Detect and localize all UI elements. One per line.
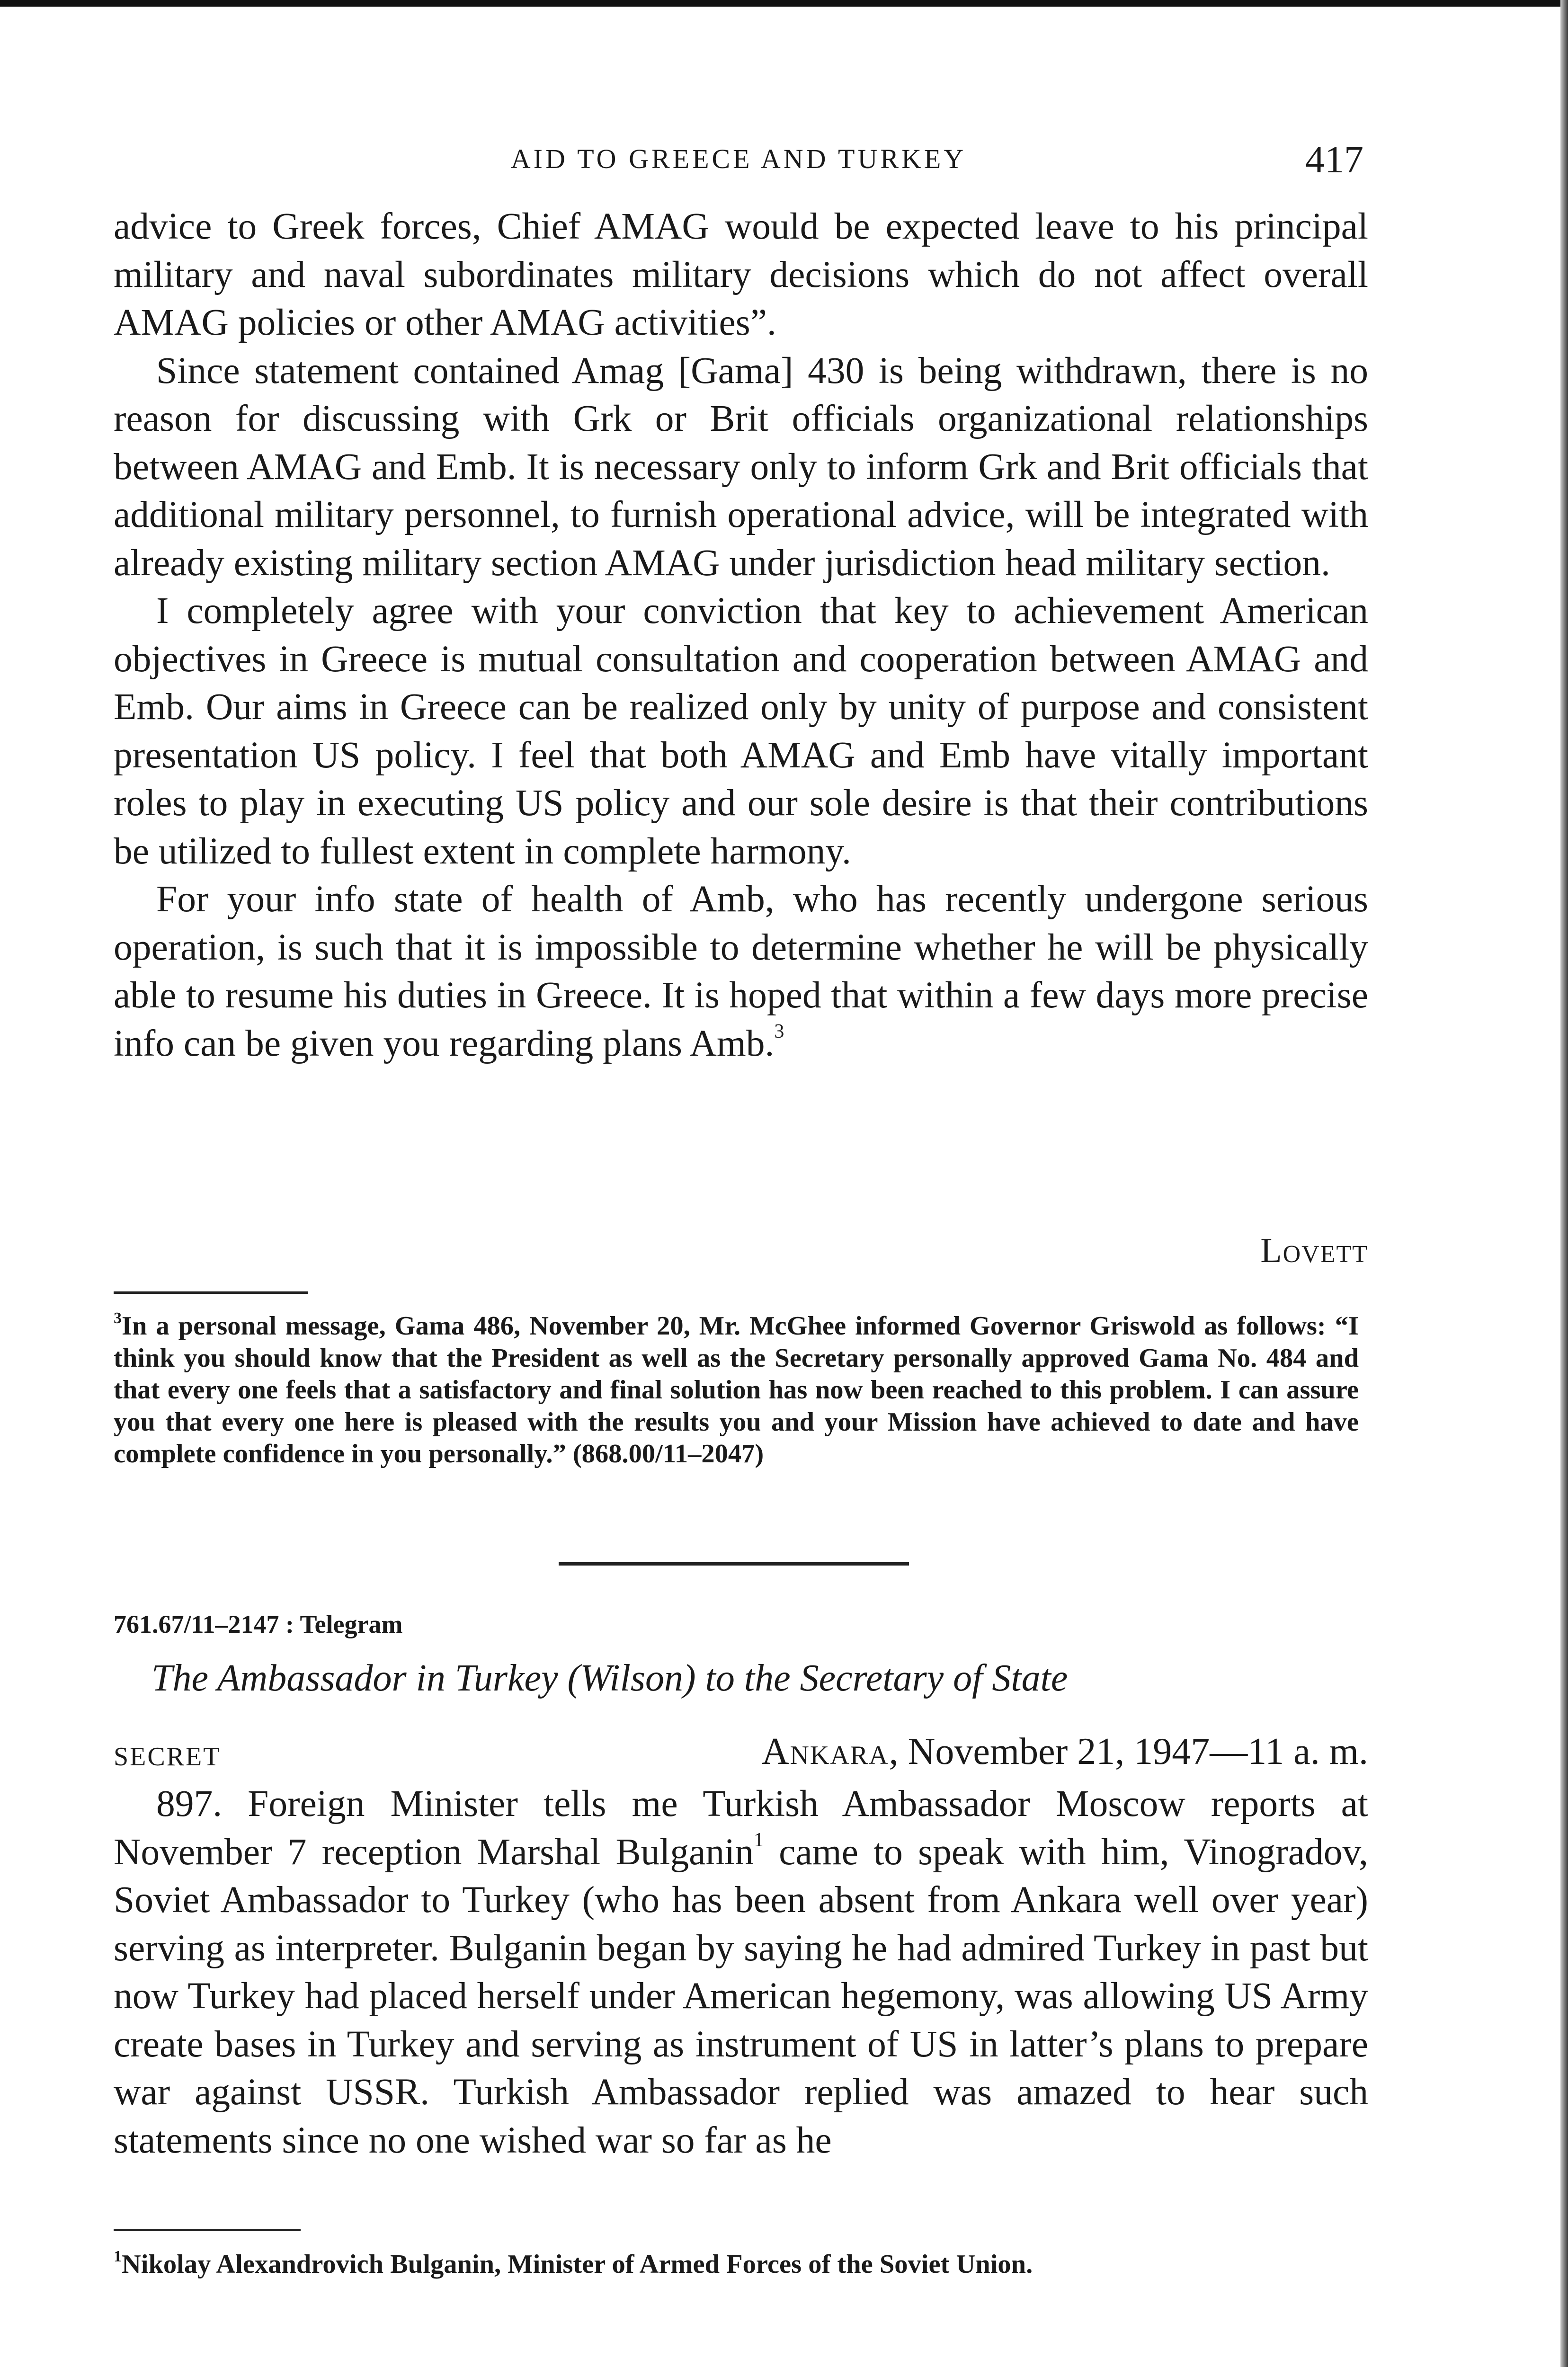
footnote [114,2249,1359,2281]
paragraph: I completely agree with your conviction that key to achievement American objectives in Greece is mutual consultation and cooperation between AMAG and Emb. Our aims in Greece can be realized only by unity of purpose and consistent presentation US policy. I feel that both AMAG and Emb have vitally important roles to play in executing US policy and our sole desire is that their contributions be utilized to fullest extent in complete harmony. [114,590,1368,872]
document-title [151,1657,1363,1700]
paragraph [114,1780,1368,2164]
signature: Lovett [1260,1231,1368,1270]
place-date [762,1730,1368,1773]
footnote [114,1310,1359,1470]
paragraph: advice to Greek forces, Chief AMAG would be expected leave to his principal military and naval subordinates military decisions which do not affect overall AMAG policies or other AMAG activities”. [114,205,1368,343]
page-number: 417 [1305,138,1363,181]
page-header [114,137,1363,189]
paragraph-text: came to speak with him, Vinogradov, Soviet Ambassador to Turkey (who has been absent from Ankara well over year) serving as interpreter. Bulganin began by saying he had admired Turkey in past but now Turkey had placed herself under American hegemony, was allowing US Army create bases in Turkey and serving as instrument of US in latter’s plans to prepare war against USSR. Turkish Ambassador replied was amazed to hear such statements since no one wished war so far as he [114,1831,1368,2161]
paragraph [114,875,1368,1068]
paragraph-text: 897. Foreign Minister tells me Turkish Ambassador Moscow reports at November 7 reception Marshal Bulganin [114,1783,1368,1873]
footnote-rule [114,2229,301,2231]
footnote-marker: 3 [114,1309,122,1327]
running-head: AID TO GREECE AND TURKEY [510,143,967,174]
footnote-reference: 3 [774,1020,784,1042]
place: Ankara [761,1731,889,1772]
footnote-marker: 1 [114,2248,122,2265]
footnote-text: Nikolay Alexandrovich Bulganin, Minister of Armed Forces of the Soviet Union. [122,2250,1033,2279]
paragraph: Since statement contained Amag [Gama] 430 is being withdrawn, there is no reason for discussing with Grk or Brit officials organizational relationships between AMAG and Emb. It is necessary only to inform Grk and Brit officials that additional military personnel, to furnish operational advice, will be integrated with already existing military section AMAG under jurisdiction head military section. [114,349,1368,584]
top-border-rule [0,0,1568,7]
title-text: The Ambassador in Turkey ( [151,1657,580,1699]
footnote-rule [114,1291,308,1294]
telegram-body [114,1780,1368,2164]
document-file-id: 761.67/11–2147 : Telegram [114,1610,403,1638]
classification-label: SECRET [114,1742,221,1771]
title-name: Wilson [580,1657,684,1699]
paragraph-text: For your info state of health of Amb, who has recently undergone serious operation, is such that it is impossible to determine whether he will be physically able to resume his duties in Greece. It is hoped that within a few days more precise info can be given you regarding plans Amb. [114,878,1368,1064]
section-divider [559,1562,909,1566]
footnote-reference: 1 [753,1829,764,1851]
page-edge-shadow [1560,0,1568,2367]
letter-body [114,203,1368,1068]
title-text: ) to the Secretary of State [683,1657,1068,1699]
signature-block [114,1231,1368,1278]
footnote-text: In a personal message, Gama 486, November 20, Mr. McGhee informed Governor Griswold as follows: “I think you should know that the President as well as the Secretary personally approved Gama No. 484 and that every one feels that a satisfactory and final solution has now been reached to this problem. I can assure you that every one here is pleased with the results you and your Mission have achieved to date and have complete confidence in you personally.” (868.00/11–2047) [114,1311,1359,1468]
dateline [114,1730,1368,1778]
date: , November 21, 1947—11 a. m. [889,1731,1368,1772]
